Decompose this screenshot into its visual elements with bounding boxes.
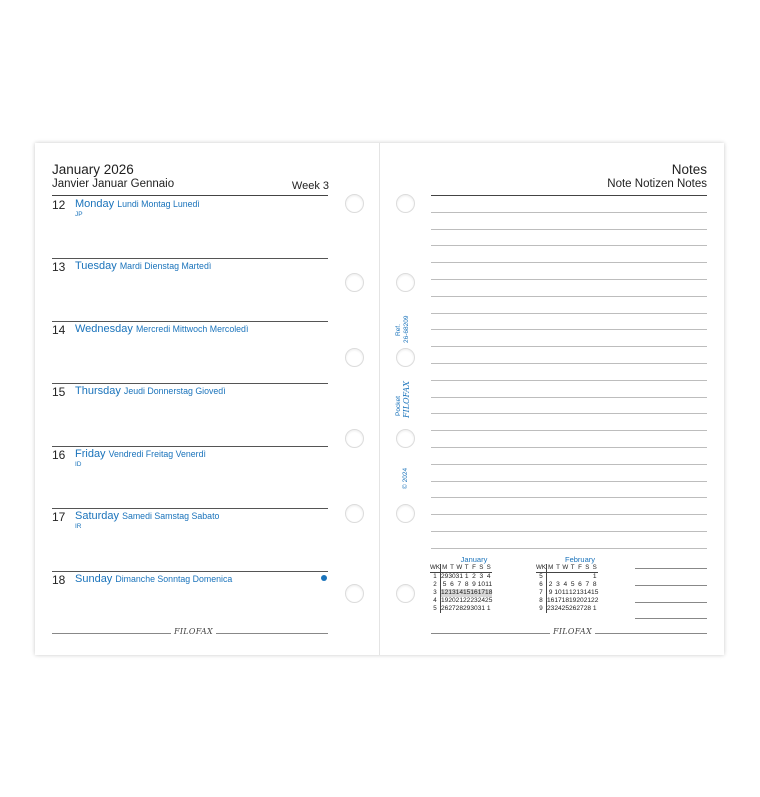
- holiday-code: IR: [75, 523, 82, 530]
- note-line[interactable]: [431, 346, 707, 347]
- calendar-date: 24: [554, 605, 562, 612]
- calendar-date: 7: [585, 581, 590, 588]
- calendar-date: 10: [477, 581, 486, 588]
- filofax-logo: FILOFAX: [171, 627, 216, 636]
- day-divider: [52, 508, 328, 509]
- note-line[interactable]: [431, 279, 707, 280]
- note-line[interactable]: [431, 329, 707, 330]
- calendar-date: 15: [591, 589, 599, 596]
- calendar-date: 4: [563, 581, 568, 588]
- day-name-english: Monday: [75, 198, 115, 210]
- day-name: [75, 510, 219, 522]
- week-number: 9: [536, 605, 546, 613]
- day-name-english: Wednesday: [75, 323, 133, 335]
- weekday-header: F: [472, 564, 476, 571]
- note-line[interactable]: [431, 363, 707, 364]
- day-name: [75, 573, 232, 585]
- day-divider: [52, 321, 328, 322]
- calendar-date: 17: [554, 597, 562, 604]
- day-number: 17: [52, 510, 66, 524]
- calendar-date: 11: [485, 581, 493, 588]
- day-number: 16: [52, 448, 66, 462]
- week-number: 6: [536, 581, 546, 589]
- day-name-translations: Vendredi Freitag Venerdì: [108, 449, 206, 459]
- punch-hole: [396, 429, 415, 448]
- day-name-translations: Mardi Dienstag Martedì: [119, 261, 212, 271]
- calendar-date: 25: [561, 605, 569, 612]
- day-divider: [52, 383, 328, 384]
- calendar-date: 19: [440, 597, 449, 604]
- weekday-header: S: [592, 564, 597, 571]
- week-number: 3: [430, 589, 440, 597]
- calendar-date: 25: [485, 597, 493, 604]
- day-name-translations: Dimanche Sonntag Domenica: [115, 574, 233, 584]
- day-divider: [52, 258, 328, 259]
- notes-subtitle: Note Notizen Notes: [607, 178, 707, 190]
- note-line[interactable]: [431, 229, 707, 230]
- week-column-header: WK: [536, 564, 546, 571]
- calendar-date: 3: [479, 573, 484, 580]
- punch-hole: [396, 584, 415, 603]
- day-number: 18: [52, 573, 66, 587]
- weekday-header: F: [578, 564, 582, 571]
- punch-hole: [345, 504, 364, 523]
- week-number: 4: [430, 597, 440, 605]
- day-number: 14: [52, 323, 66, 337]
- note-line[interactable]: [431, 380, 707, 381]
- day-name-english: Tuesday: [75, 260, 117, 272]
- calendar-date: 23: [546, 605, 555, 612]
- mini-calendar-month: February: [564, 555, 595, 564]
- punch-hole: [396, 348, 415, 367]
- calendar-date: 23: [470, 597, 478, 604]
- calendar-date: 20: [448, 597, 456, 604]
- holiday-code: ID: [75, 461, 82, 468]
- weekday-header: T: [450, 564, 454, 571]
- calendar-date: 14: [583, 589, 592, 596]
- filofax-logo: FILOFAX: [550, 627, 595, 636]
- spine-code: 26-68209: [403, 315, 410, 343]
- mini-calendar-grid: [536, 564, 598, 613]
- calendar-date: 11: [561, 589, 569, 596]
- calendar-date: 8: [592, 581, 597, 588]
- calendar-date: 17: [477, 589, 486, 596]
- note-line[interactable]: [431, 430, 707, 431]
- note-line[interactable]: [431, 212, 707, 213]
- calendar-date: 30: [470, 605, 478, 612]
- week-number: 5: [536, 573, 546, 582]
- punch-hole: [396, 504, 415, 523]
- week-end-marker-dot: [321, 575, 327, 581]
- calendar-date: 8: [464, 581, 469, 588]
- calendar-date: 26: [440, 605, 449, 612]
- calendar-date: 12: [440, 589, 449, 596]
- day-name: [75, 260, 211, 272]
- weekday-header: W: [562, 564, 569, 571]
- calendar-date: 1: [486, 605, 491, 612]
- calendar-date: [546, 573, 554, 582]
- calendar-date: 2: [472, 573, 476, 580]
- header-rule: [52, 195, 328, 196]
- weekday-header: T: [570, 564, 575, 571]
- punch-hole: [396, 194, 415, 213]
- calendar-date: [584, 573, 591, 582]
- calendar-date: 29: [463, 605, 471, 612]
- day-name-english: Sunday: [75, 573, 113, 585]
- calendar-date: [562, 573, 569, 582]
- spine-ref-label: Ref.: [395, 324, 402, 336]
- cal-side-line: [635, 618, 707, 619]
- note-line[interactable]: [431, 397, 707, 398]
- calendar-date: 18: [485, 589, 493, 596]
- calendar-date: 22: [463, 597, 471, 604]
- week-number: 5: [430, 605, 440, 613]
- calendar-date: 29: [440, 573, 449, 580]
- weekday-header: S: [486, 564, 491, 571]
- week-number: 8: [536, 597, 546, 605]
- calendar-date: 14: [455, 589, 463, 596]
- calendar-date: 12: [569, 589, 577, 596]
- day-divider: [52, 446, 328, 447]
- spine-size: Pocket: [395, 396, 402, 416]
- spine-copyright: © 2024: [402, 467, 409, 489]
- calendar-date: 16: [470, 589, 478, 596]
- note-line[interactable]: [431, 413, 707, 414]
- calendar-date: 6: [450, 581, 454, 588]
- calendar-date: 27: [576, 605, 584, 612]
- spine-brand-logo: FILOFAX: [402, 381, 411, 418]
- calendar-date: 31: [455, 573, 463, 580]
- calendar-date: 22: [591, 597, 599, 604]
- calendar-date: 2: [548, 581, 553, 588]
- day-name-translations: Samedi Samstag Sabato: [122, 511, 220, 521]
- day-name: [75, 448, 206, 460]
- calendar-date: 6: [578, 581, 582, 588]
- holiday-code: JP: [75, 211, 83, 218]
- calendar-date: [576, 573, 583, 582]
- calendar-date: 5: [442, 581, 447, 588]
- note-line[interactable]: [431, 262, 707, 263]
- calendar-date: 1: [592, 573, 597, 580]
- day-number: 15: [52, 385, 66, 399]
- calendar-date: 18: [561, 597, 569, 604]
- note-line[interactable]: [431, 464, 707, 465]
- weekday-header: T: [556, 564, 560, 571]
- day-name-english: Saturday: [75, 510, 120, 522]
- note-line[interactable]: [431, 296, 707, 297]
- diary-page-left: [35, 143, 380, 655]
- calendar-date: 13: [576, 589, 584, 596]
- note-line[interactable]: [431, 481, 707, 482]
- cal-side-line: [635, 585, 707, 586]
- spine-ref: [395, 324, 402, 336]
- weekday-header: W: [456, 564, 463, 571]
- calendar-date: 16: [546, 597, 555, 604]
- day-divider: [52, 571, 328, 572]
- day-number: 12: [52, 198, 66, 212]
- day-number: 13: [52, 260, 66, 274]
- calendar-date: 3: [556, 581, 560, 588]
- note-line[interactable]: [431, 447, 707, 448]
- weekday-header: S: [585, 564, 590, 571]
- calendar-date: 26: [569, 605, 577, 612]
- calendar-date: 24: [477, 597, 486, 604]
- calendar-date: 31: [477, 605, 486, 612]
- calendar-date: 9: [548, 589, 553, 596]
- punch-hole: [345, 273, 364, 292]
- notes-title: Notes: [671, 162, 707, 177]
- weekday-header: M: [442, 564, 448, 571]
- week-number: 1: [430, 573, 440, 582]
- calendar-date: 20: [576, 597, 584, 604]
- mini-calendar-month: January: [460, 555, 488, 564]
- weekday-header: S: [479, 564, 484, 571]
- day-name-translations: Lundi Montag Lunedì: [117, 199, 200, 209]
- day-name-english: Friday: [75, 448, 106, 460]
- calendar-date: 21: [455, 597, 463, 604]
- calendar-date: 1: [592, 605, 597, 612]
- cal-side-line: [635, 568, 707, 569]
- day-name-translations: Mercredi Mittwoch Mercoledì: [135, 324, 249, 334]
- day-name: [75, 323, 248, 335]
- punch-hole: [345, 584, 364, 603]
- note-line[interactable]: [431, 313, 707, 314]
- week-number: 2: [430, 581, 440, 589]
- week-column-header: WK: [430, 564, 440, 571]
- calendar-date: 15: [463, 589, 471, 596]
- calendar-date: 9: [472, 581, 476, 588]
- calendar-date: 10: [554, 589, 562, 596]
- note-line[interactable]: [431, 548, 707, 549]
- calendar-date: [554, 573, 561, 582]
- day-name-translations: Jeudi Donnerstag Giovedì: [123, 386, 226, 396]
- day-name-english: Thursday: [75, 385, 121, 397]
- calendar-date: [569, 573, 576, 582]
- weekday-header: T: [464, 564, 469, 571]
- note-line[interactable]: [431, 245, 707, 246]
- calendar-date: 1: [464, 573, 469, 580]
- calendar-date: 19: [569, 597, 577, 604]
- calendar-date: 21: [583, 597, 592, 604]
- week-number: 7: [536, 589, 546, 597]
- note-line[interactable]: [431, 531, 707, 532]
- calendar-date: 28: [583, 605, 592, 612]
- punch-hole: [345, 194, 364, 213]
- calendar-date: 27: [448, 605, 456, 612]
- day-name: [75, 385, 226, 397]
- header-rule: [431, 195, 707, 196]
- punch-hole: [345, 348, 364, 367]
- punch-hole: [396, 273, 415, 292]
- month-subtitle: Janvier Januar Gennaio: [52, 178, 175, 190]
- mini-calendar-grid: [430, 564, 492, 613]
- day-name: [75, 198, 200, 210]
- cal-side-line: [635, 602, 707, 603]
- week-label: Week 3: [291, 180, 329, 192]
- punch-hole: [345, 429, 364, 448]
- calendar-date: 28: [455, 605, 463, 612]
- note-line[interactable]: [431, 514, 707, 515]
- notes-page-right: [380, 143, 724, 655]
- calendar-date: 4: [486, 573, 491, 580]
- calendar-date: 7: [457, 581, 462, 588]
- month-title: January 2026: [52, 162, 134, 177]
- note-line[interactable]: [431, 497, 707, 498]
- calendar-date: 5: [570, 581, 575, 588]
- calendar-date: 13: [448, 589, 456, 596]
- calendar-date: 30: [448, 573, 456, 580]
- weekday-header: M: [548, 564, 554, 571]
